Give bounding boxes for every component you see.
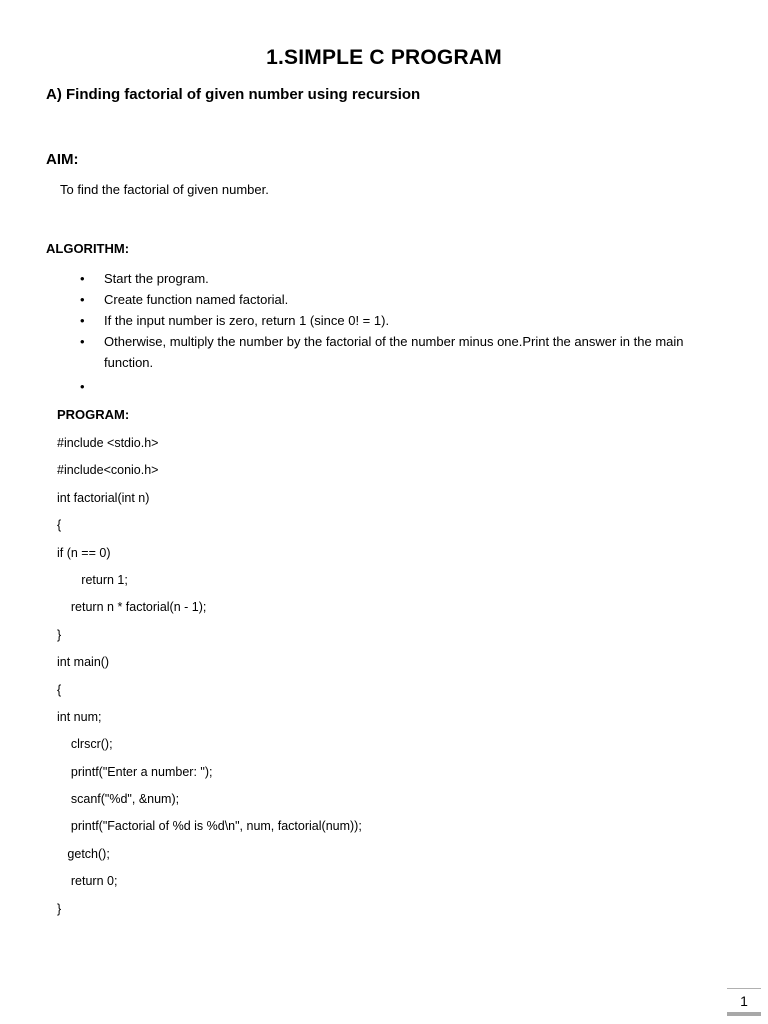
bullet-icon: • (80, 271, 85, 286)
code-line: return n * factorial(n - 1); (57, 600, 207, 615)
bullet-icon: • (80, 334, 85, 349)
code-line: } (57, 901, 62, 916)
code-line: return 0; (57, 874, 118, 889)
bullet-icon: • (80, 313, 85, 328)
algorithm-heading: ALGORITHM: (46, 241, 130, 256)
code-line: printf("Enter a number: "); (57, 764, 213, 779)
aim-heading: AIM: (46, 151, 79, 168)
bullet-icon: • (80, 379, 85, 394)
code-line: int num; (57, 709, 102, 724)
algorithm-step-text: Otherwise, multiply the number by the factorial of the number minus one.Print the answer in the main function. (104, 334, 684, 370)
program-heading: PROGRAM: (57, 407, 130, 422)
code-line: #include<conio.h> (57, 463, 159, 478)
algorithm-step-empty (80, 376, 730, 398)
page-number: 1 (727, 988, 761, 1016)
algorithm-step (80, 268, 730, 289)
code-line: printf("Factorial of %d is %d\n", num, factorial(num)); (57, 819, 362, 834)
section-subtitle: A) Finding factorial of given number using recursion (46, 86, 421, 103)
page-title: 1.SIMPLE C PROGRAM (266, 46, 502, 69)
aim-text: To find the factorial of given number. (60, 182, 269, 197)
bullet-icon: • (80, 292, 85, 307)
algorithm-step-text: If the input number is zero, return 1 (since 0! = 1). (104, 313, 390, 328)
code-line: getch(); (57, 846, 110, 861)
algorithm-step-text: Create function named factorial. (104, 292, 289, 307)
algorithm-step (80, 289, 730, 310)
code-line: } (57, 627, 62, 642)
algorithm-step (80, 310, 730, 331)
code-line: { (57, 682, 62, 697)
algorithm-step (80, 331, 730, 373)
code-line: scanf("%d", &num); (57, 792, 180, 807)
code-line: return 1; (57, 572, 128, 587)
algorithm-list (80, 268, 730, 398)
code-line: int factorial(int n) (57, 490, 150, 505)
code-line: #include <stdio.h> (57, 436, 159, 450)
algorithm-step-text: Start the program. (104, 271, 209, 286)
code-line: int main() (57, 655, 110, 670)
code-line: clrscr(); (57, 737, 113, 752)
code-line: if (n == 0) (57, 545, 111, 560)
code-listing (57, 432, 362, 925)
code-line: { (57, 518, 62, 533)
